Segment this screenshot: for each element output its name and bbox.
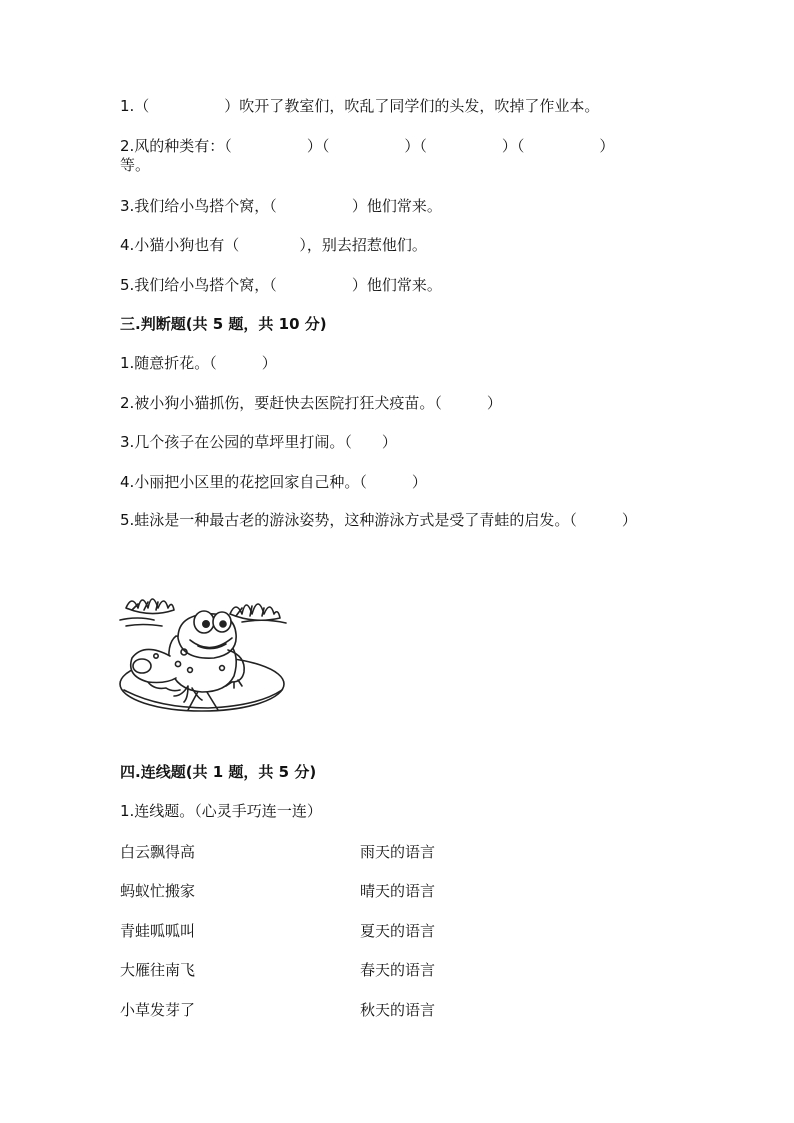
match-right-5: 秋天的语言 (360, 1001, 436, 1019)
match-right-4: 春天的语言 (360, 961, 436, 979)
fill-in-item-2-continued: 等。 (120, 156, 151, 174)
fill-in-item-3: 3.我们给小鸟搭个窝，（ ）他们常来。 (120, 197, 442, 215)
judge-item-4: 4.小丽把小区里的花挖回家自己种。（ ） (120, 473, 427, 491)
frog-illustration (118, 586, 288, 718)
match-left-3: 青蛙呱呱叫 (120, 922, 196, 940)
match-left-5: 小草发芽了 (120, 1001, 196, 1019)
fill-in-item-2: 2.风的种类有：（ ）（ ）（ ）（ ） (120, 137, 615, 155)
judge-item-2: 2.被小狗小猫抓伤，要赶快去医院打狂犬疫苗。（ ） (120, 394, 502, 412)
fill-in-item-4: 4.小猫小狗也有（ ），别去招惹他们。 (120, 236, 427, 254)
judge-item-1: 1.随意折花。（ ） (120, 354, 277, 372)
match-right-3: 夏天的语言 (360, 922, 436, 940)
judge-item-5: 5.蛙泳是一种最古老的游泳姿势，这种游泳方式是受了青蛙的启发。（ ） (120, 511, 637, 529)
fill-in-item-5: 5.我们给小鸟搭个窝，（ ）他们常来。 (120, 276, 442, 294)
match-left-2: 蚂蚁忙搬家 (120, 882, 196, 900)
match-left-1: 白云飘得高 (120, 843, 196, 861)
match-right-2: 晴天的语言 (360, 882, 436, 900)
match-left-4: 大雁往南飞 (120, 961, 196, 979)
judge-item-3: 3.几个孩子在公园的草坪里打闹。（ ） (120, 433, 397, 451)
matching-question: 1.连线题。（心灵手巧连一连） (120, 802, 322, 820)
section-4-heading: 四.连线题(共 1 题，共 5 分) (120, 763, 317, 781)
fill-in-item-1: 1.（ ）吹开了教室们，吹乱了同学们的头发，吹掉了作业本。 (120, 97, 600, 115)
section-3-heading: 三.判断题(共 5 题，共 10 分) (120, 315, 327, 333)
match-right-1: 雨天的语言 (360, 843, 436, 861)
